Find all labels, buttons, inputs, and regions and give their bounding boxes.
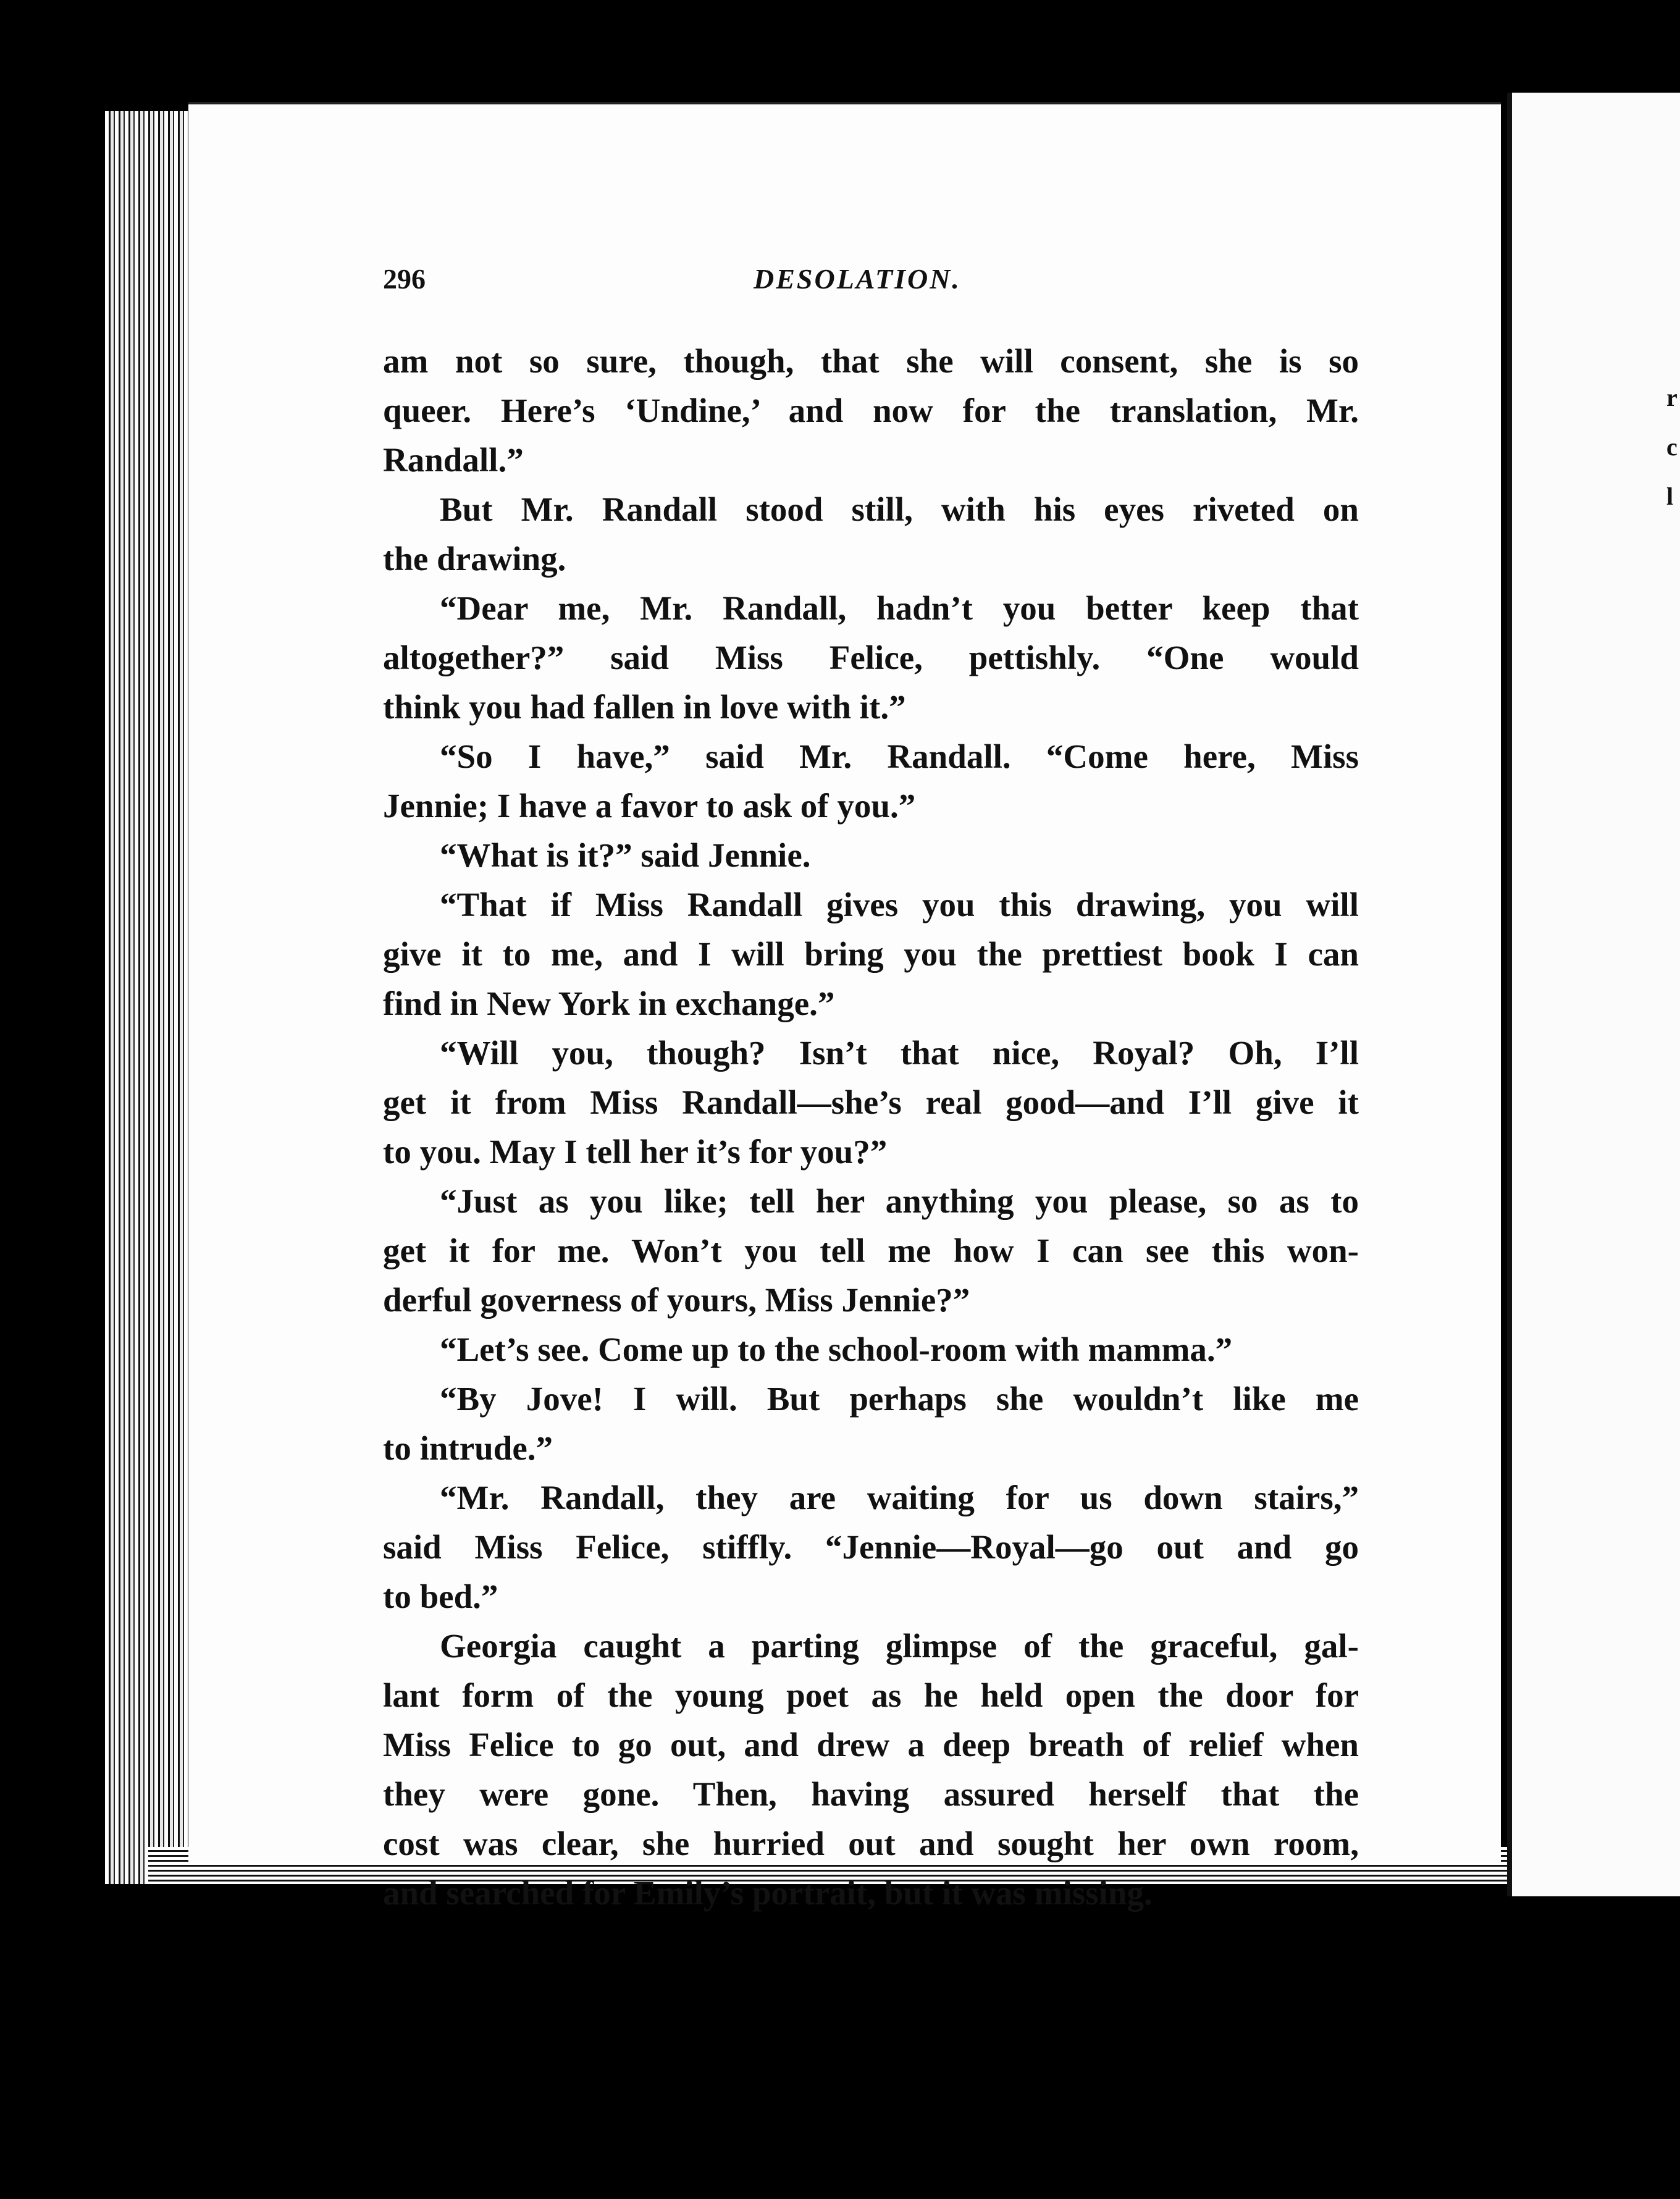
text-line: But Mr. Randall stood still, with his eyes riveted on xyxy=(440,490,1359,528)
text-line: “Will you, though? Isn’t that nice, Royal? Oh, I’ll xyxy=(440,1034,1359,1072)
text-line: cost was clear, she hurried out and sought her own room, xyxy=(383,1825,1359,1862)
text-line: “That if Miss Randall gives you this drawing, you will xyxy=(440,886,1359,923)
text-line: “What is it?” said Jennie. xyxy=(440,836,811,874)
text-line: give it to me, and I will bring you the prettiest book I can xyxy=(383,935,1359,973)
running-head: DESOLATION. xyxy=(754,263,961,295)
text-line: get it for me. Won’t you tell me how I can see this won- xyxy=(383,1232,1359,1269)
text-line: they were gone. Then, having assured herself that the xyxy=(383,1775,1359,1813)
text-line: “By Jove! I will. But perhaps she wouldn’t like me xyxy=(440,1380,1359,1418)
page-edges xyxy=(105,111,198,1884)
text-line: queer. Here’s ‘Undine,’ and now for the translation, Mr. xyxy=(383,392,1359,429)
text-line: altogether?” said Miss Felice, pettishly. “One would xyxy=(383,639,1359,676)
text-line: Georgia caught a parting glimpse of the graceful, gal- xyxy=(440,1627,1359,1665)
text-line: “Let’s see. Come up to the school-room with mamma.” xyxy=(440,1331,1233,1368)
page-number: 296 xyxy=(383,263,426,295)
facing-page-fragment: r xyxy=(1666,384,1678,411)
text-line: said Miss Felice, stiffly. “Jennie—Royal—go out and go xyxy=(383,1528,1359,1566)
text-line: Miss Felice to go out, and drew a deep breath of relief when xyxy=(383,1726,1359,1764)
text-line: the drawing. xyxy=(383,540,566,578)
facing-page-fragment: c xyxy=(1666,433,1678,461)
text-line: and searched for Emily’s portrait, but it was missing. xyxy=(383,1874,1153,1912)
text-line: find in New York in exchange.” xyxy=(383,985,835,1022)
text-line: am not so sure, though, that she will consent, she is so xyxy=(383,342,1359,380)
facing-page-fragment: l xyxy=(1666,482,1674,510)
text-line: think you had fallen in love with it.” xyxy=(383,688,906,726)
text-line: to you. May I tell her it’s for you?” xyxy=(383,1133,888,1171)
text-line: to intrude.” xyxy=(383,1429,553,1467)
facing-page xyxy=(1507,93,1680,1896)
text-line: “So I have,” said Mr. Randall. “Come here, Miss xyxy=(440,738,1359,775)
page-header xyxy=(383,263,1359,300)
text-line: “Just as you like; tell her anything you please, so as to xyxy=(440,1182,1359,1220)
text-line: get it from Miss Randall—she’s real good—and I’ll give it xyxy=(383,1083,1359,1121)
text-line: “Mr. Randall, they are waiting for us down stairs,” xyxy=(440,1479,1359,1516)
text-line: Randall.” xyxy=(383,441,524,479)
text-line: derful governess of yours, Miss Jennie?” xyxy=(383,1281,970,1319)
text-line: lant form of the young poet as he held open the door for xyxy=(383,1676,1359,1714)
text-line: to bed.” xyxy=(383,1578,498,1615)
text-line: Jennie; I have a favor to ask of you.” xyxy=(383,787,916,825)
text-line: “Dear me, Mr. Randall, hadn’t you better keep that xyxy=(440,589,1359,627)
body-text xyxy=(383,337,1359,1918)
